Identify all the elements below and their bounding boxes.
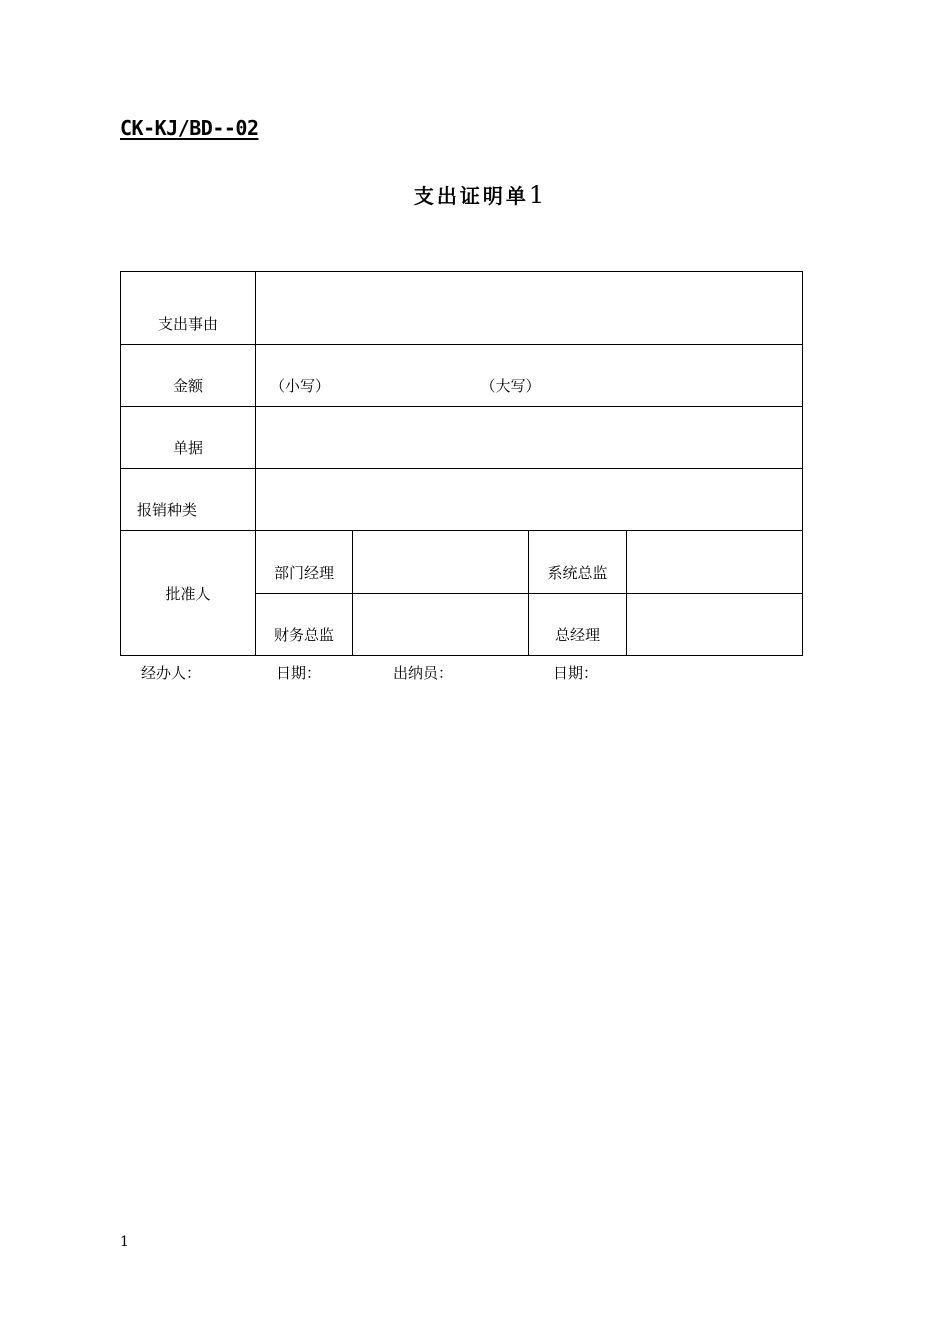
document-code: CK-KJ/BD--02: [120, 116, 259, 140]
row-amount: [121, 345, 803, 407]
row-type: [121, 469, 803, 531]
system-director-field[interactable]: [627, 531, 803, 594]
dept-manager-field[interactable]: [353, 531, 529, 594]
cashier-label: 出纳员：: [393, 664, 454, 682]
amount-label: 金额: [121, 345, 256, 407]
receipt-label: 单据: [121, 407, 256, 469]
finance-director-label: 财务总监: [256, 594, 353, 656]
date-label-1: 日期：: [276, 664, 322, 682]
row-approver-1: [121, 531, 803, 594]
amount-big-label: （大写）: [488, 377, 541, 395]
row-receipt: [121, 407, 803, 469]
date-label-2: 日期：: [553, 664, 599, 682]
approver-label: 批准人: [121, 531, 256, 656]
system-director-label: 系统总监: [529, 531, 627, 594]
expense-form-table: [120, 271, 803, 656]
amount-field[interactable]: [256, 345, 803, 407]
page-number: 1: [120, 1234, 129, 1250]
title-text: 支出证明单: [413, 184, 529, 208]
reason-label: 支出事由: [121, 272, 256, 345]
handler-label: 经办人：: [141, 664, 202, 682]
row-reason: [121, 272, 803, 345]
dept-manager-label: 部门经理: [256, 531, 353, 594]
amount-small-label: （小写）: [270, 377, 331, 395]
reason-field[interactable]: [256, 272, 803, 345]
finance-director-field[interactable]: [353, 594, 529, 656]
receipt-field[interactable]: [256, 407, 803, 469]
type-label: 报销种类: [121, 469, 256, 531]
document-title: [0, 180, 950, 209]
title-number: 1: [528, 181, 545, 209]
type-field[interactable]: [256, 469, 803, 531]
general-manager-field[interactable]: [627, 594, 803, 656]
general-manager-label: 总经理: [529, 594, 627, 656]
